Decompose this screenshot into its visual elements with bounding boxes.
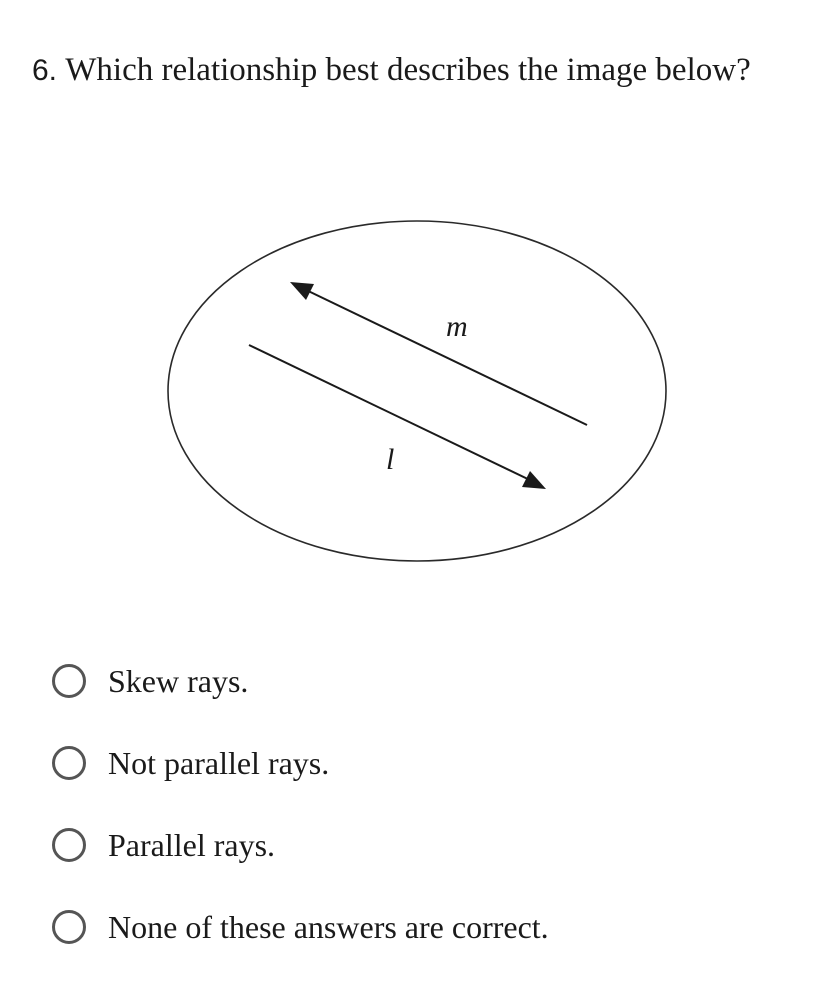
radio-button[interactable] [52,664,86,698]
plane-ellipse [168,221,666,561]
option-not-parallel-rays[interactable] [52,739,549,787]
ray-m-label: m [446,310,468,343]
option-none-correct[interactable] [52,903,549,951]
radio-button[interactable] [52,828,86,862]
ray-m-arrowhead [290,282,314,300]
question-number: 6. [32,54,58,87]
question-prompt: Which relationship best describes the image below? [65,52,751,88]
option-label[interactable]: Skew rays. [108,662,249,699]
option-label[interactable]: None of these answers are correct. [108,908,549,945]
option-label[interactable]: Not parallel rays. [108,744,330,781]
radio-button[interactable] [52,910,86,944]
ray-l-arrowhead [522,471,546,489]
radio-button[interactable] [52,746,86,780]
answer-options [52,657,549,985]
option-skew-rays[interactable] [52,657,549,705]
ray-l-label: l [386,443,395,476]
option-label[interactable]: Parallel rays. [108,826,276,863]
ray-m [302,288,587,425]
option-parallel-rays[interactable] [52,821,549,869]
